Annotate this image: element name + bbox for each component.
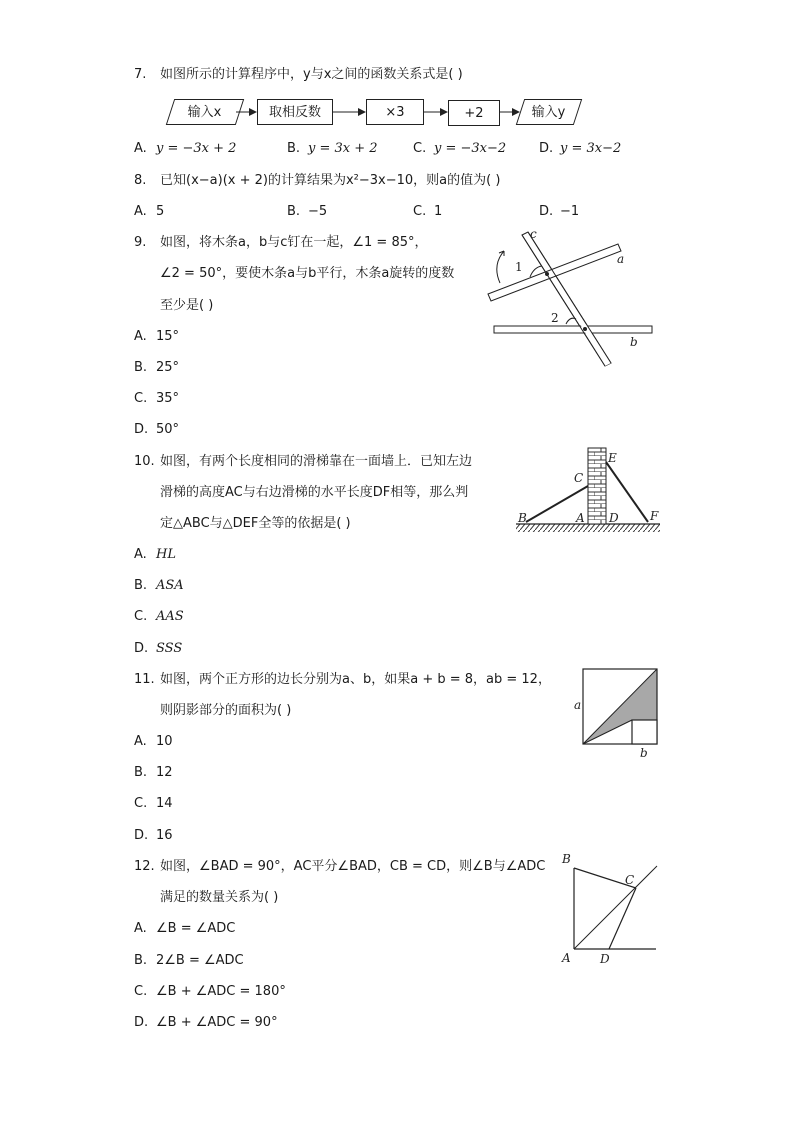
q11-option-d: 16 [156,828,173,843]
q9-label-b: b [630,335,638,349]
q11-stem-line2: 则阴影部分的面积为( ) [160,703,292,718]
q12-stem-line2: 满足的数量关系为( ) [160,890,279,905]
q12-option-d: ∠B + ∠ADC = 90° [156,1015,278,1030]
q10-stem-line2: 滑梯的高度AC与右边滑梯的水平长度DF相等，那么判 [160,485,469,500]
q11-label-a: a [574,698,582,712]
q9-figure [480,225,670,375]
q10-option-a: HL [156,547,176,562]
q8-option-c: 1 [434,204,443,219]
q12-option-b: 2∠B = ∠ADC [156,953,244,968]
q9-label-c: c [530,227,537,241]
flow-output-y: 输入y [516,99,582,125]
q8-option-a: 5 [156,204,165,219]
q11-option-a-letter: A. [134,734,147,749]
q8-stem: 已知(x−a)(x + 2)的计算结果为x²−3x−10，则a的值为( ) [160,173,501,188]
q9-stem-line2: ∠2 = 50°，要使木条a与b平行，木条a旋转的度数 [160,266,455,281]
q10-stem-line1: 如图，有两个长度相同的滑梯靠在一面墙上．已知左边 [160,454,473,469]
q10-label-a: A [576,511,585,525]
q11-stem-line1: 如图，两个正方形的边长分别为a、b，如果a + b = 8，ab = 12， [160,672,551,687]
q7-option-d-letter: D. [539,141,554,156]
q10-option-a-letter: A. [134,547,147,562]
q7-option-a-letter: A. [134,141,147,156]
q10-option-c: AAS [156,609,184,624]
q11-number: 11. [134,672,155,687]
q10-label-e: E [608,451,617,465]
q12-label-b: B [562,852,571,866]
q9-stem-line1: 如图，将木条a，b与c钉在一起，∠1 = 85°， [160,235,428,250]
q9-label-2: 2 [551,311,559,325]
q8-option-b: −5 [308,204,328,219]
q10-option-b: ASA [156,578,184,593]
q9-option-c: 35° [156,391,180,406]
q9-label-1: 1 [515,260,523,274]
q11-label-b: b [640,746,648,760]
q10-option-d-letter: D. [134,641,149,656]
q7-number: 7. [134,67,147,82]
q8-option-d-letter: D. [539,204,554,219]
q10-stem-line3: 定△ABC与△DEF全等的依据是( ) [160,516,351,531]
q12-option-a: ∠B = ∠ADC [156,921,236,936]
flow-arrows [0,0,794,140]
flow-plus2: +2 [448,100,500,126]
q12-label-c: C [625,873,635,887]
q10-label-c: C [574,471,584,485]
flow-input-x: 输入x [166,99,244,125]
q8-option-d: −1 [560,204,580,219]
q10-option-b-letter: B. [134,578,148,593]
q11-option-b: 12 [156,765,173,780]
q10-option-d: SSS [156,641,183,656]
q7-option-c: y = −3x−2 [434,141,507,156]
q12-option-a-letter: A. [134,921,147,936]
q7-option-b-letter: B. [287,141,301,156]
q12-option-d-letter: D. [134,1015,149,1030]
q7-option-a: y = −3x + 2 [156,141,237,156]
q9-option-d: 50° [156,422,180,437]
q11-figure [566,664,666,764]
q11-option-c-letter: C. [134,796,148,811]
q12-option-c-letter: C. [134,984,148,999]
q10-label-d: D [609,511,619,525]
q12-label-a: A [562,951,571,965]
q9-option-d-letter: D. [134,422,149,437]
q10-label-f: F [650,509,659,523]
q11-option-a: 10 [156,734,173,749]
q9-option-a: 15° [156,329,180,344]
q9-option-b-letter: B. [134,360,148,375]
q9-option-c-letter: C. [134,391,148,406]
q8-option-c-letter: C. [413,204,427,219]
q7-option-d: y = 3x−2 [560,141,622,156]
q12-figure [556,848,664,970]
q11-option-d-letter: D. [134,828,149,843]
q8-number: 8. [134,173,147,188]
flow-times3: ×3 [366,99,424,125]
q9-option-a-letter: A. [134,329,147,344]
q8-option-a-letter: A. [134,204,147,219]
q12-stem-line1: 如图，∠BAD = 90°，AC平分∠BAD，CB = CD，则∠B与∠ADC [160,859,546,874]
q10-figure [510,440,666,540]
q11-option-c: 14 [156,796,173,811]
q7-option-b: y = 3x + 2 [308,141,378,156]
q9-stem-line3: 至少是( ) [160,298,214,313]
q11-option-b-letter: B. [134,765,148,780]
q9-label-a: a [617,252,625,266]
q9-option-b: 25° [156,360,180,375]
flow-negate: 取相反数 [257,99,333,125]
q12-option-b-letter: B. [134,953,148,968]
q12-label-d: D [600,952,610,966]
q7-stem: 如图所示的计算程序中，y与x之间的函数关系式是( ) [160,67,463,82]
q9-number: 9. [134,235,147,250]
q10-label-b: B [518,511,527,525]
q7-option-c-letter: C. [413,141,427,156]
q8-option-b-letter: B. [287,204,301,219]
q10-number: 10. [134,454,155,469]
q10-option-c-letter: C. [134,609,148,624]
q12-option-c: ∠B + ∠ADC = 180° [156,984,286,999]
q12-number: 12. [134,859,155,874]
